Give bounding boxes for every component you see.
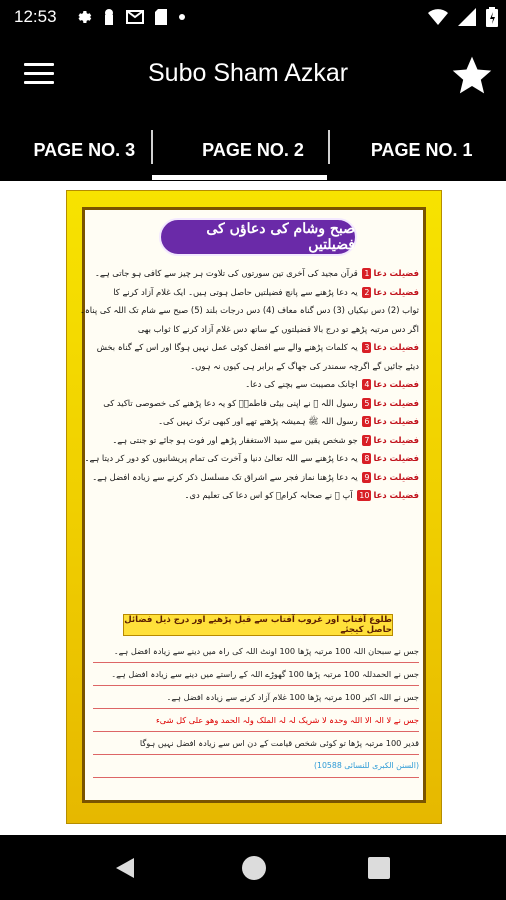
signal-icon bbox=[458, 8, 476, 26]
recents-icon[interactable] bbox=[368, 857, 390, 879]
azkar-poster bbox=[66, 190, 442, 824]
tasbeeh-row: جس نے اللہ اکبر 100 مرتبہ پڑھا 100 غلام آزاد کرنے سے زیادہ افضل ہے۔ bbox=[93, 686, 419, 709]
sd-card-icon bbox=[154, 8, 168, 26]
virtue-row: فضیلت دعا3 یہ کلمات پڑھنے والے سے افضل کوئی عمل نہیں ہوگا اور اس کے گناہ بخش bbox=[96, 342, 419, 352]
tab-divider bbox=[151, 130, 153, 164]
poster-title-badge bbox=[159, 218, 357, 256]
app-bar bbox=[0, 35, 506, 119]
home-icon[interactable] bbox=[242, 856, 266, 880]
tab-page-3[interactable] bbox=[0, 119, 169, 181]
gear-icon bbox=[74, 8, 92, 26]
virtue-row: فضیلت دعا8 یہ دعا پڑھنے سے اللہ تعالیٰ دنیا و آخرت کی تمام پریشانیوں کو دور کر دیتا ہے۔ bbox=[84, 453, 419, 463]
tab-page-1[interactable] bbox=[337, 119, 506, 181]
status-system-icons bbox=[428, 7, 498, 27]
dot-icon bbox=[178, 13, 186, 21]
virtue-row: فضیلت دعا7 جو شخص یقین سے سید الاستغفار پڑھے اور فوت ہو جائے تو جنتی ہے۔ bbox=[112, 434, 419, 445]
page-tabs bbox=[0, 119, 506, 181]
tab-label: PAGE NO. 1 bbox=[370, 139, 473, 160]
virtue-row: فضیلت دعا10 آپ ﷺ نے صحابہ کرامؓ کو اس دعا کی تعلیم دی۔ bbox=[184, 490, 419, 500]
tasbeeh-row: جس نے الحمدللہ 100 مرتبہ پڑھا 100 گھوڑے اللہ کے راستے میں دینے سے زیادہ افضل ہے۔ bbox=[93, 663, 419, 686]
tab-page-2[interactable] bbox=[169, 119, 338, 181]
tab-label: PAGE NO. 2 bbox=[202, 139, 304, 160]
tasbeeh-list bbox=[93, 640, 419, 778]
keyhole-icon bbox=[102, 8, 116, 26]
poster-inner bbox=[79, 207, 426, 803]
hamburger-icon bbox=[24, 63, 54, 66]
virtue-row: فضیلت دعا6 رسول اللہ ﷺ ہمیشہ پڑھتے تھے اور کبھی ترک نہیں کی۔ bbox=[158, 416, 419, 426]
gmail-icon bbox=[126, 10, 144, 24]
star-icon bbox=[450, 53, 494, 97]
battery-icon bbox=[486, 7, 498, 27]
virtue-row: فضیلت دعا2 یہ دعا پڑھنے سے پانچ فضیلتیں حاصل ہوتی ہیں۔ ایک غلام آزاد کرنے کا bbox=[113, 286, 419, 297]
app-title: Subo Sham Azkar bbox=[148, 59, 349, 87]
poster-title: صبح وشام کی دعاؤں کی فضیلتیں bbox=[206, 221, 355, 253]
selected-tab-indicator bbox=[152, 175, 327, 180]
menu-button[interactable] bbox=[24, 63, 54, 87]
virtue-row: اگر دس مرتبہ پڑھے تو درج بالا فضیلتوں کے ساتھ دس غلام آزاد کرنے کا ثواب بھی bbox=[137, 323, 419, 334]
virtue-row: فضیلت دعا5 رسول اللہ ﷺ نے اپنی بیٹی فاطمہؓ کو یہ دعا پڑھنے کی خصوصی تاکید کی bbox=[103, 397, 419, 408]
tab-divider bbox=[328, 130, 330, 164]
status-time: 12:53 bbox=[14, 7, 57, 26]
virtue-row: فضیلت دعا4 اچانک مصیبت سے بچنے کی دعا۔ bbox=[245, 379, 419, 389]
navigation-bar bbox=[0, 835, 506, 900]
virtue-row: فضیلت دعا1 قرآن مجید کی آخری تین سورتوں کی تلاوت ہر چیز سے کافی ہو جاتی ہے۔ bbox=[94, 268, 419, 278]
tasbeeh-row: جس نے لا الہ الا اللہ وحدہ لا شریک لہ لہ الملک ولہ الحمد وھو علی کل شیء bbox=[93, 709, 419, 732]
virtue-row: دیئے جائیں گے اگرچہ سمندر کی جھاگ کے برابر ہی کیوں نہ ہوں۔ bbox=[190, 360, 419, 371]
virtue-row: فضیلت دعا9 یہ دعا پڑھنا نماز فجر سے اشراق تک مسلسل ذکر کرنے سے زیادہ افضل ہے۔ bbox=[92, 471, 419, 482]
source-reference: (السنن الکبری للنسائی 10588) bbox=[93, 755, 419, 778]
wifi-icon bbox=[428, 9, 448, 25]
status-notifications bbox=[74, 8, 186, 26]
back-icon[interactable] bbox=[114, 856, 136, 880]
page-content[interactable] bbox=[0, 181, 506, 835]
virtue-row: ثواب (2) دس نیکیاں (3) دس گناہ معاف (4) دس درجات بلند (5) صبح سے شام تک اللہ کی پناہ۔ bbox=[79, 305, 419, 315]
tab-label: PAGE NO. 3 bbox=[33, 139, 136, 160]
virtues-list bbox=[79, 264, 419, 505]
tasbeeh-row: قدیر 100 مرتبہ پڑھا تو کوئی شخص قیامت کے دن اس سے زیادہ افضل نہیں ہوگا bbox=[93, 732, 419, 755]
tasbeeh-row: جس نے سبحان اللہ 100 مرتبہ پڑھا 100 اونٹ اللہ کی راہ میں دینے سے زیادہ افضل ہے۔ bbox=[93, 640, 419, 663]
status-bar bbox=[0, 0, 506, 35]
sub-banner: طلوع آفتاب اور غروب آفتاب سے قبل پڑھیے اور درج ذیل فضائل حاصل کیجئے bbox=[124, 615, 392, 635]
favorite-button[interactable] bbox=[450, 53, 494, 97]
